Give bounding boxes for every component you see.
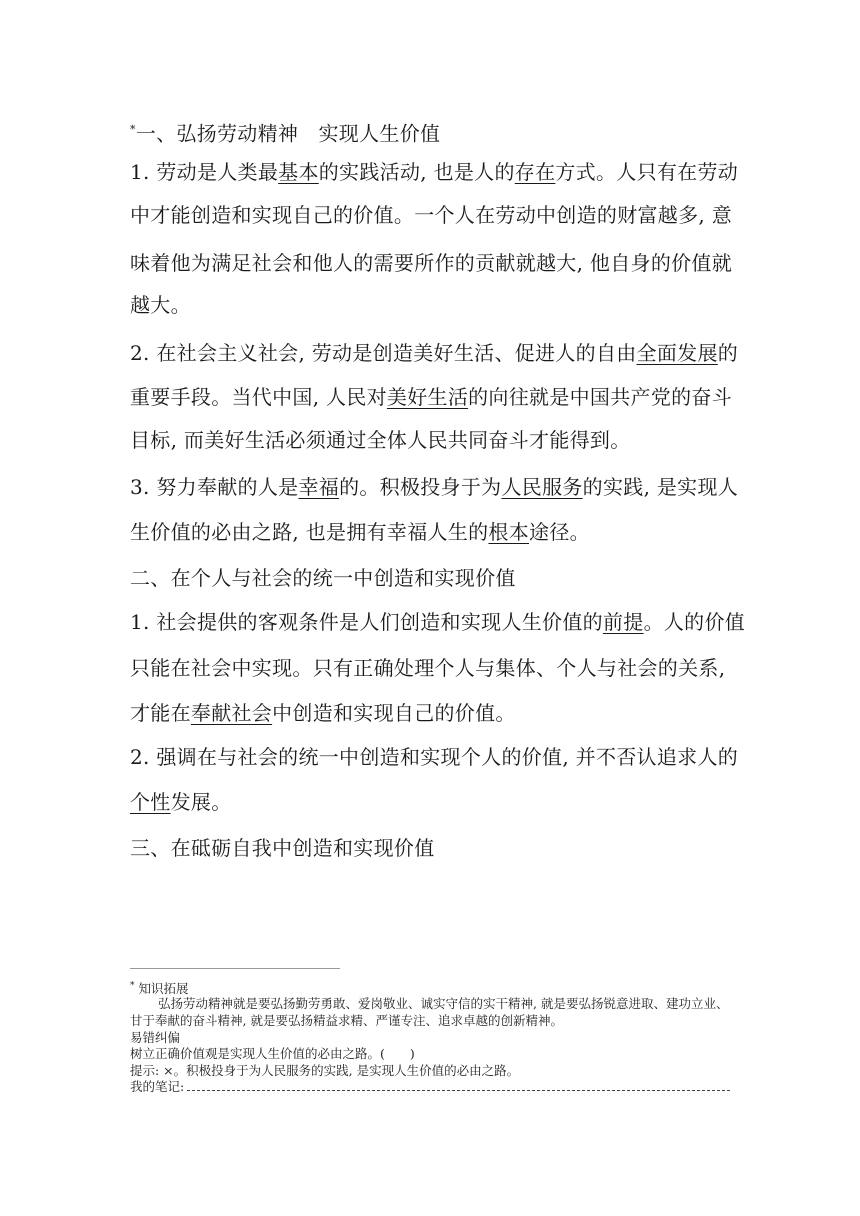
blank-answer: 全面发展 <box>636 341 718 365</box>
section-heading-2: 二、在个人与社会的统一中创造和实现价值 <box>130 566 516 590</box>
error-question: 树立正确价值观是实现人生价值的必由之路。( ) <box>130 1046 415 1061</box>
paragraph-1-line-2: 中才能创造和实现自己的价值。一个人在劳动中创造的财富越多, 意 <box>130 203 733 227</box>
blank-answer: 基本 <box>278 160 319 184</box>
section-heading-1: *一、弘扬劳动精神 实现人生价值 <box>130 121 441 146</box>
paragraph-4-line-3: 才能在奉献社会中创造和实现自己的价值。 <box>130 701 516 725</box>
blank-answer: 美好生活 <box>386 385 469 409</box>
footnote-divider <box>130 968 340 969</box>
notes-label: 我的笔记: <box>130 1079 185 1094</box>
paragraph-1-line-1: 1. 劳动是人类最基本的实践活动, 也是人的存在方式。人只有在劳动 <box>130 160 739 184</box>
notes-writing-line[interactable] <box>187 1090 730 1091</box>
paragraph-4-line-2: 只能在社会中实现。只有正确处理个人与集体、个人与社会的关系, <box>130 656 726 680</box>
blank-answer: 存在 <box>514 160 556 184</box>
blank-answer: 奉献社会 <box>190 701 273 725</box>
footnote-title: * 知识拓展 <box>130 981 189 997</box>
section-heading-3: 三、在砥砺自我中创造和实现价值 <box>130 836 435 860</box>
paragraph-3-line-2: 生价值的必由之路, 也是拥有幸福人生的根本途径。 <box>130 520 590 544</box>
footnote-marker: * <box>130 123 136 136</box>
footnote-body-line-1: 弘扬劳动精神就是要弘扬勤劳勇敢、爱岗敬业、诚实守信的实干精神, 就是要弘扬锐意进取、建功立业、 <box>158 996 729 1011</box>
blank-answer: 幸福 <box>298 475 340 499</box>
blank-answer: 前提 <box>602 610 644 634</box>
paragraph-3-line-1: 3. 努力奉献的人是幸福的。积极投身于为人民服务的实践, 是实现人 <box>130 475 739 499</box>
blank-answer: 根本 <box>488 520 530 544</box>
paragraph-1-line-4: 越大。 <box>130 293 191 317</box>
paragraph-2-line-1: 2. 在社会主义社会, 劳动是创造美好生活、促进人的自由全面发展的 <box>130 341 739 365</box>
error-correction-title: 易错纠偏 <box>130 1030 181 1045</box>
paragraph-1-line-3: 味着他为满足社会和他人的需要所作的贡献就越大, 他自身的价值就 <box>130 251 733 275</box>
paragraph-4-line-1: 1. 社会提供的客观条件是人们创造和实现人生价值的前提。人的价值 <box>130 610 746 634</box>
error-hint: 提示: ×。积极投身于为人民服务的实践, 是实现人生价值的必由之路。 <box>130 1063 520 1078</box>
paragraph-5-line-2: 个性发展。 <box>130 790 232 814</box>
paragraph-2-line-2: 重要手段。当代中国, 人民对美好生活的向往就是中国共产党的奋斗 <box>130 385 733 409</box>
footnote-body-line-2: 甘于奉献的奋斗精神, 就是要弘扬精益求精、严谨专注、追求卓越的创新精神。 <box>130 1013 563 1028</box>
paragraph-5-line-1: 2. 强调在与社会的统一中创造和实现个人的价值, 并不否认追求人的 <box>130 745 739 769</box>
paragraph-2-line-3: 目标, 而美好生活必须通过全体人民共同奋斗才能得到。 <box>130 428 631 452</box>
blank-answer: 人民服务 <box>501 475 583 499</box>
blank-answer: 个性 <box>130 790 171 814</box>
